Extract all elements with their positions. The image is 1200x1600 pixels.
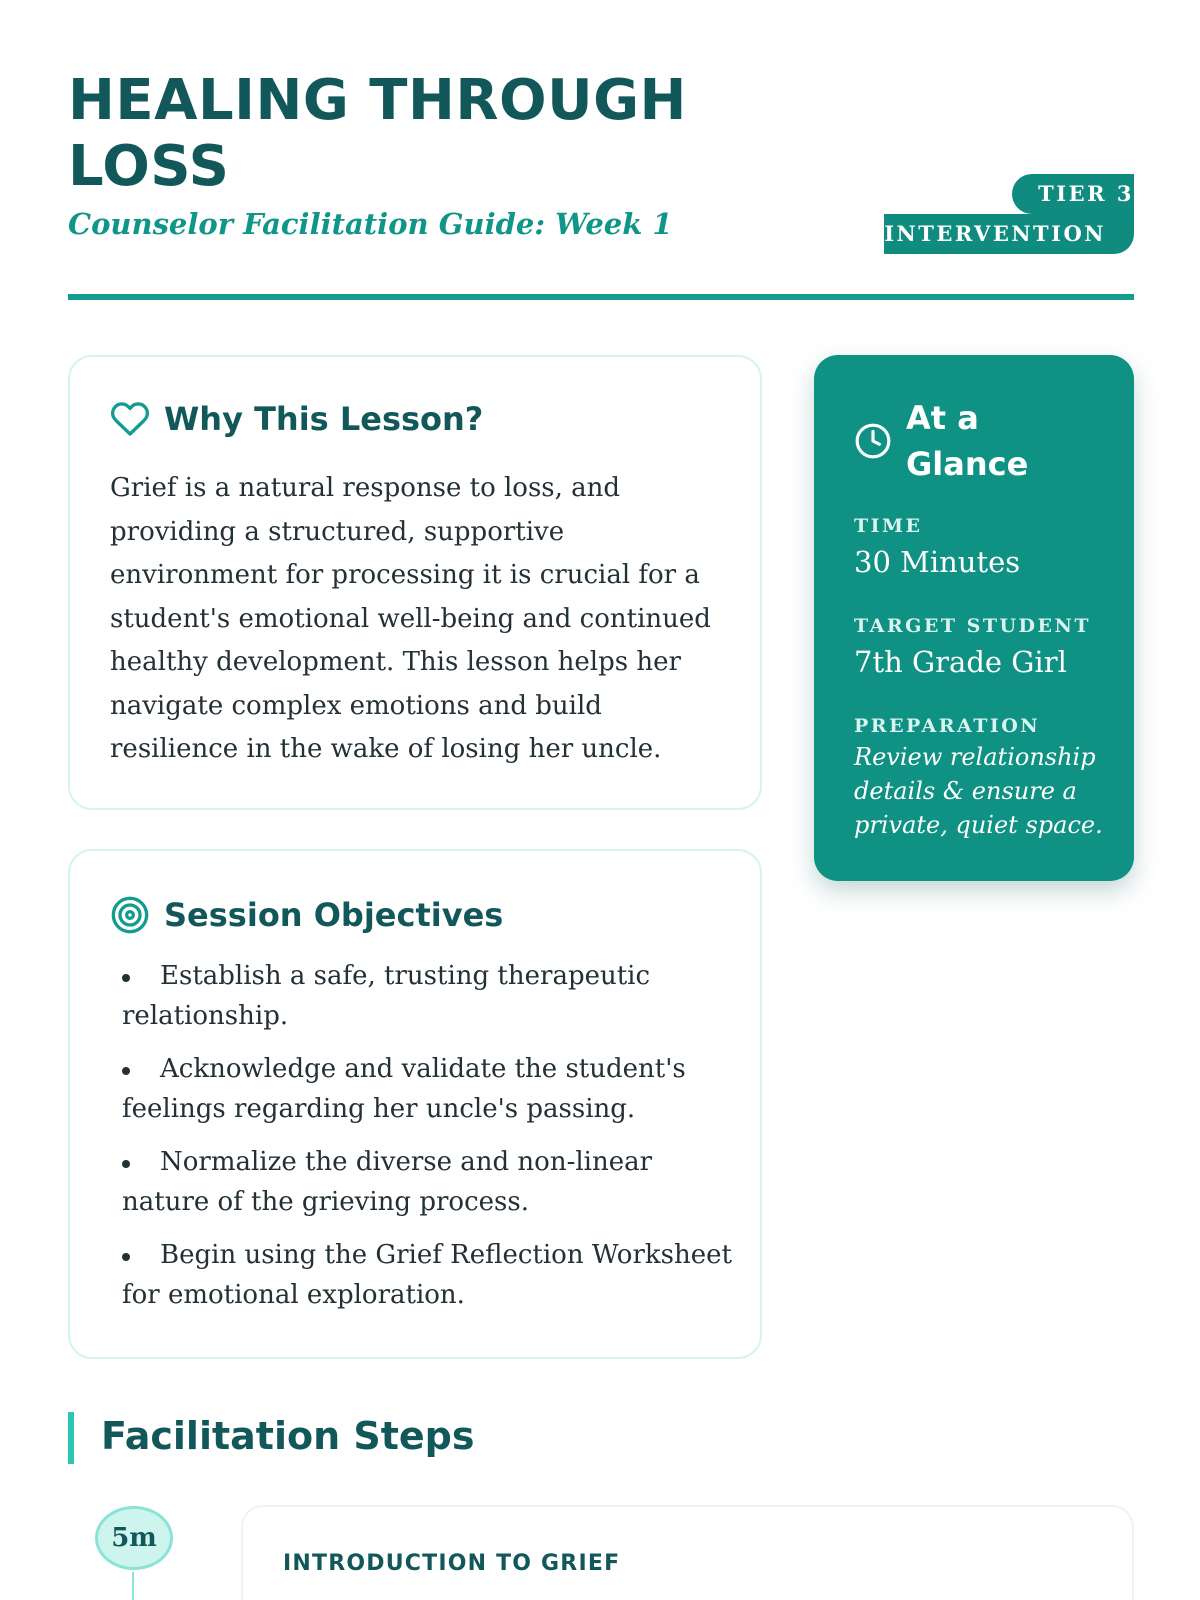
section-accent-bar — [68, 1412, 74, 1464]
step-title: INTRODUCTION TO GRIEF — [283, 1551, 621, 1576]
badge-tier-label: TIER 3 — [1012, 174, 1134, 214]
why-lesson-header — [110, 399, 483, 439]
time-value: 30 Minutes — [854, 545, 1021, 579]
why-lesson-heading: Why This Lesson? — [164, 400, 484, 438]
objectives-header — [110, 895, 503, 935]
step-card — [241, 1505, 1134, 1600]
list-item: Normalize the diverse and non-linear nature of the grieving process. — [122, 1142, 732, 1222]
why-lesson-text: Grief is a natural response to loss, and providing a structured, supportive environment for processing it is crucial for a student's emotional well-being and continued healthy development. This lesson helps her navigate complex emotions and build resilience in the wake of losing her uncle. — [110, 473, 711, 764]
glance-heading: At a Glance — [906, 399, 1029, 483]
tier-badge — [884, 174, 1134, 254]
objectives-card — [68, 849, 762, 1359]
target-icon — [110, 895, 150, 935]
clock-icon — [854, 422, 892, 460]
target-student-label: TARGET STUDENT — [854, 615, 1091, 637]
time-label: TIME — [854, 515, 923, 537]
heart-icon — [110, 399, 150, 439]
list-item: Begin using the Grief Reflection Worksheet for emotional exploration. — [122, 1235, 732, 1315]
objectives-list — [122, 956, 732, 1328]
page-subtitle: Counselor Facilitation Guide: Week 1 — [68, 207, 673, 241]
list-item: Acknowledge and validate the student's feelings regarding her uncle's passing. — [122, 1049, 732, 1129]
badge-intervention-label: INTERVENTION — [884, 214, 1134, 254]
glance-header — [854, 395, 1066, 487]
objectives-heading: Session Objectives — [164, 896, 504, 934]
facilitation-steps-heading: Facilitation Steps — [101, 1414, 475, 1458]
timeline-connector — [132, 1572, 134, 1600]
step-time-badge: 5m — [95, 1506, 173, 1570]
target-student-value: 7th Grade Girl — [854, 645, 1067, 679]
header-divider — [68, 294, 1134, 300]
at-a-glance-panel — [814, 355, 1134, 881]
page-title: HEALING THROUGH LOSS — [68, 68, 687, 199]
list-item: Establish a safe, trusting therapeutic relationship. — [122, 956, 732, 1036]
preparation-value: Review relationship details & ensure a private, quiet space. — [854, 743, 1103, 839]
preparation-label: PREPARATION — [854, 715, 1041, 737]
why-lesson-card — [68, 355, 762, 810]
